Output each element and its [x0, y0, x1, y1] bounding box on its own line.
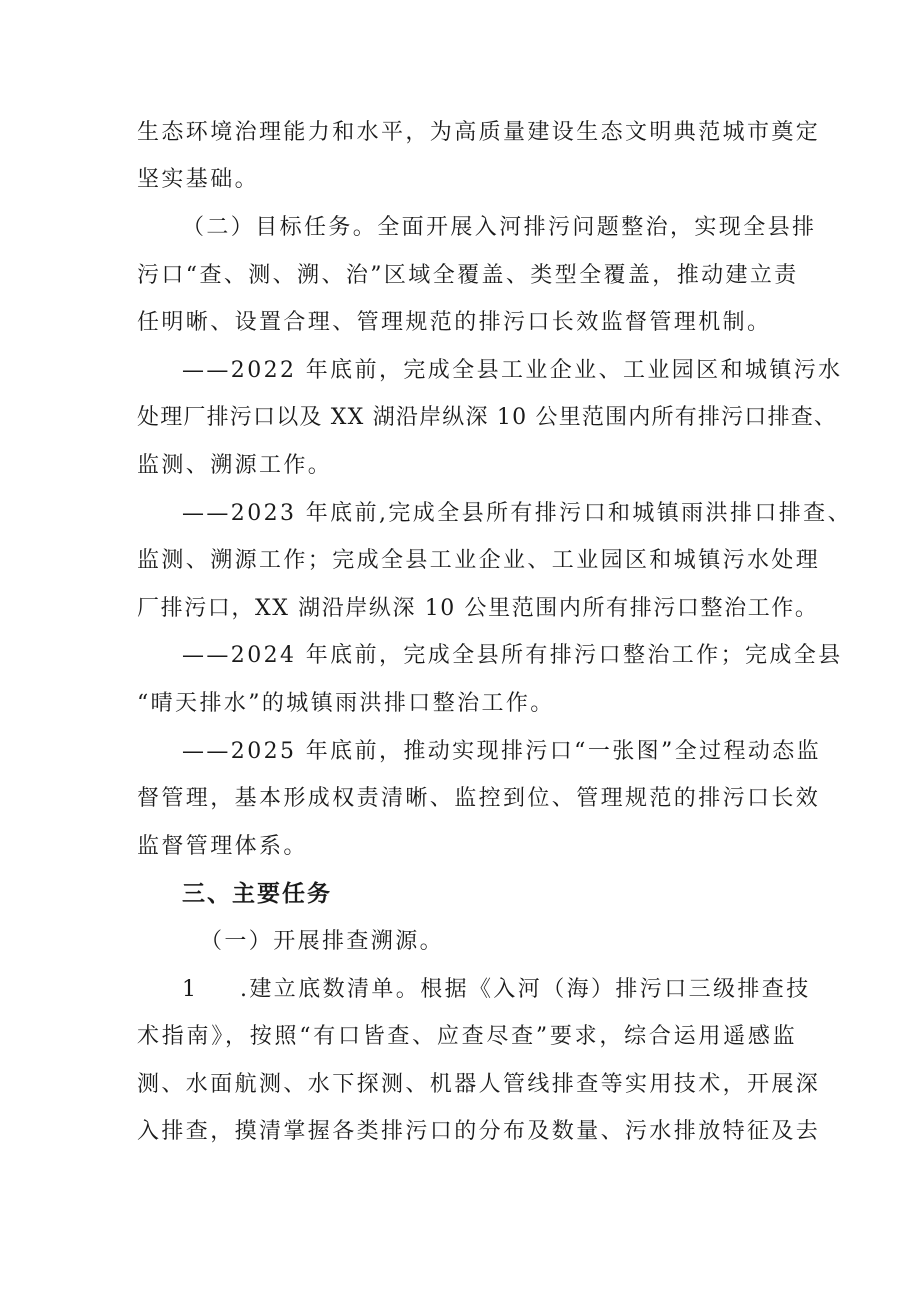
section-heading: 三、主要任务	[182, 881, 332, 907]
text-line: （二）目标任务。全面开展入河排污问题整治，实现全县排	[182, 215, 817, 240]
text-line: 处理厂排污口以及 XX 湖沿岸纵深 10 公里范围内所有排污口排查、	[137, 405, 838, 430]
text-line: 任明晰、设置合理、管理规范的排污口长效监督管理机制。	[137, 310, 772, 335]
text-line: 坚实基础。	[137, 167, 260, 192]
text-line: 督管理，基本形成权责清晰、监控到位、管理规范的排污口长效	[137, 786, 821, 811]
text-line: 厂排污口，XX 湖沿岸纵深 10 公里范围内所有排污口整治工作。	[137, 596, 819, 621]
text-line: .建立底数清单。根据《入河（海）排污口三级排查技	[240, 977, 811, 1002]
text-line: “晴天排水”的城镇雨洪排口整治工作。	[137, 691, 555, 716]
item-number: 1	[182, 977, 199, 1002]
text-line: 监督管理体系。	[137, 834, 308, 859]
text-line: 测、水面航测、水下探测、机器人管线排查等实用技术，开展深	[137, 1072, 821, 1097]
text-line: 监测、溯源工作。	[137, 453, 333, 478]
text-line: ——2022 年底前，完成全县工业企业、工业园区和城镇污水	[182, 358, 843, 383]
text-line: ——2023 年底前,完成全县所有排污口和城镇雨洪排口排查、	[182, 501, 852, 526]
text-line: 术指南》，按照“有口皆查、应查尽查”要求，综合运用遥感监	[137, 1024, 797, 1049]
subsection-heading: （一）开展排查溯源。	[200, 929, 445, 954]
text-line: 入排查，摸清掌握各类排污口的分布及数量、污水排放特征及去	[137, 1119, 821, 1144]
text-line: 监测、溯源工作；完成全县工业企业、工业园区和城镇污水处理	[137, 548, 821, 573]
text-line: ——2025 年底前，推动实现排污口“一张图”全过程动态监	[182, 739, 822, 764]
text-line: ——2024 年底前，完成全县所有排污口整治工作；完成全县	[182, 643, 843, 668]
text-line: 生态环境治理能力和水平，为高质量建设生态文明典范城市奠定	[137, 120, 821, 145]
text-line: 污口“查、测、溯、治”区域全覆盖、类型全覆盖，推动建立责	[137, 263, 799, 288]
